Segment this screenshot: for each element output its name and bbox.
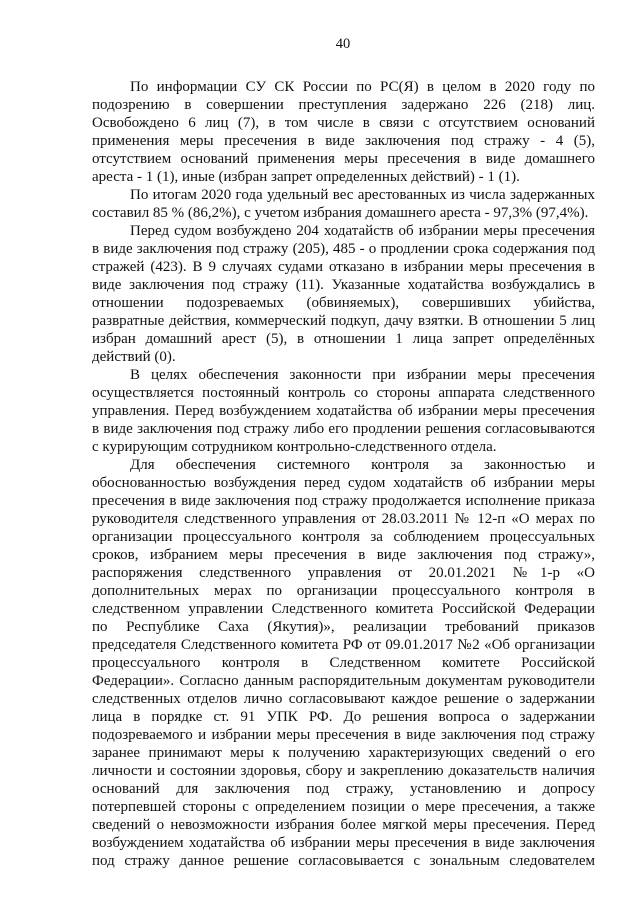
text-line: заранее принимают меры к получению характеризующих сведений о его (92, 745, 595, 761)
text-line: с курирующим сотрудником контрольно-следственного отдела. (92, 439, 497, 455)
paragraph (92, 456, 595, 870)
paragraph (92, 78, 595, 186)
text-line: возбуждением ходатайства об избрании меры пресечения в виде заключения (92, 835, 595, 851)
page-number: 40 (335, 36, 351, 52)
text-line: в виде заключения под стражу (205), 485 - о продлении срока содержания под (92, 241, 595, 257)
paragraph (92, 366, 595, 456)
text-line: организации процессуального контроля за соблюдением процессуальных (92, 529, 595, 545)
text-line: составил 85 % (86,2%), с учетом избрания домашнего ареста - 97,3% (97,4%). (92, 205, 589, 221)
text-line: руководителя следственного управления от 28.03.2011 № 12-п «О мерах по (92, 511, 595, 527)
text-line: обоснованностью возбуждения перед судом ходатайств об избрании меры (92, 475, 595, 491)
text-line: пресечения в виде заключения под стражу продолжается исполнение приказа (92, 493, 595, 509)
text-line: осуществляется постоянный контроль со стороны аппарата следственного (92, 385, 595, 401)
text-line: Для обеспечения системного контроля за законностью и (130, 457, 595, 473)
text-line: отношении подозреваемых (обвиняемых), совершивших убийства, (92, 295, 595, 311)
text-line: подозрению в совершении преступления задержано 226 (218) лиц. (92, 97, 595, 113)
text-line: Федерации». Согласно данным распорядительным документам руководители (92, 673, 595, 689)
text-line: подозреваемого и избрании меры пресечения в виде заключения под стражу (92, 727, 595, 743)
document-body (92, 78, 595, 870)
text-line: управления. Перед возбуждением ходатайства об избрании меры пресечения (92, 403, 595, 419)
text-line: дополнительных мерах по организации процессуального контроля в (92, 583, 595, 599)
text-line: избран домашний арест (5), в отношении 1 лица запрет определённых (92, 331, 595, 347)
text-line: Перед судом возбуждено 204 ходатайств об избрании меры пресечения (130, 223, 595, 239)
text-line: сроков, избранием меры пресечения в виде заключения под стражу», (92, 547, 595, 563)
text-line: следственных отделов лично согласовывают каждое решение о задержании (92, 691, 595, 707)
text-line: сведений о невозможности избрания более мягкой меры пресечения. Перед (92, 817, 595, 833)
text-line: председателя Следственного комитета РФ от 09.01.2017 №2 «Об организации (92, 637, 595, 653)
text-line: распоряжения следственного управления от 20.01.2021 №1-р «О (92, 565, 595, 581)
text-line: Освобождено 6 лиц (7), в том числе в связи с отсутствием оснований (92, 115, 595, 131)
text-line: в виде заключения под стражу либо его продлении решения согласовываются (92, 421, 595, 437)
text-line: следственном управлении Следственного комитета Российской Федерации (92, 601, 595, 617)
paragraph (92, 186, 595, 222)
text-line: В целях обеспечения законности при избрании меры пресечения (130, 367, 595, 383)
text-line: личности и состоянии здоровья, сбору и закреплению доказательств наличия (92, 763, 595, 779)
text-line: действий (0). (92, 349, 176, 365)
text-line: лица в порядке ст. 91 УПК РФ. До решения вопроса о задержании (92, 709, 595, 725)
text-line: отсутствием оснований применения меры пресечения в виде домашнего (92, 151, 595, 167)
text-line: оснований для заключения под стражу, установлению и допросу (92, 781, 595, 797)
text-line: по Республике Саха (Якутия)», реализации требований приказов (92, 619, 595, 635)
text-line: виде заключения под стражу (11). Указанные ходатайства возбуждались в (92, 277, 595, 293)
text-line: процессуального контроля в Следственном комитете Российской (92, 655, 595, 671)
text-line: стражей (423). В 9 случаях судами отказано в избрании меры пресечения в (92, 259, 595, 275)
text-line: под стражу данное решение согласовывается с зональным следователем (92, 853, 595, 869)
text-line: ареста - 1 (1), иные (избран запрет определенных действий) - 1 (1). (92, 169, 520, 185)
text-line: По информации СУ СК России по РС(Я) в целом в 2020 году по (130, 79, 595, 95)
paragraph (92, 222, 595, 366)
text-line: потерпевшей стороны с определением позиции о мере пресечения, а также (92, 799, 595, 815)
text-line: По итогам 2020 года удельный вес арестованных из числа задержанных (130, 187, 595, 203)
text-line: развратные действия, коммерческий подкуп, дачу взятки. В отношении 5 лиц (92, 313, 595, 329)
text-line: применения меры пресечения в виде заключения под стражу - 4 (5), (92, 133, 595, 149)
